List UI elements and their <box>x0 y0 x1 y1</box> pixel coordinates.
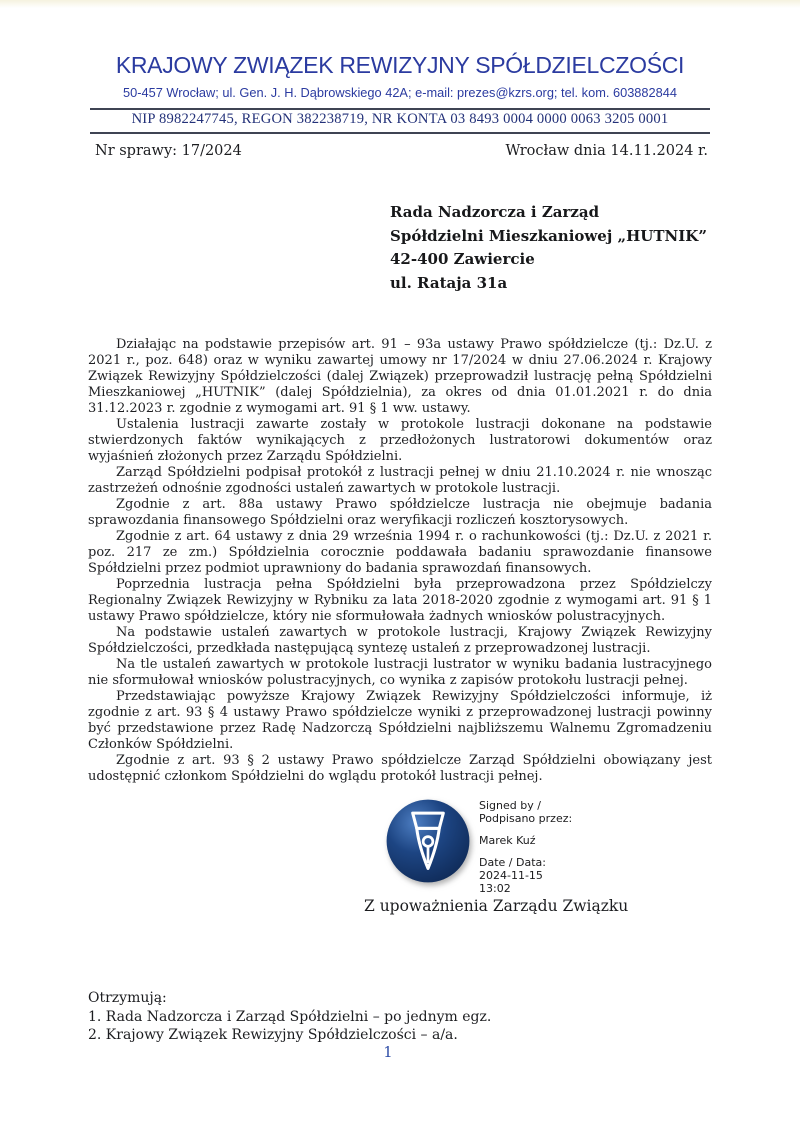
organization-name: KRAJOWY ZWIĄZEK REWIZYJNY SPÓŁDZIELCZOŚCI <box>115 52 685 78</box>
page-number: 1 <box>383 1045 393 1061</box>
body-paragraph: Zarząd Spółdzielni podpisał protokół z lustracji pełnej w dniu 21.10.2024 r. nie wnosząc zastrzeżeń odnośnie zgodności ustaleń zawartych w protokole lustracji. <box>88 465 712 496</box>
signature-time: 13:02 <box>479 882 511 895</box>
header-divider-bottom <box>90 132 710 134</box>
body-paragraph: Na tle ustaleń zawartych w protokole lustracji lustrator w wyniku badania lustracyjnego nie sformułował wniosków polustracyjnych, co wynika z zapisów protokołu lustracji pełnej. <box>88 657 712 688</box>
letter-body <box>88 337 712 785</box>
body-paragraph: Przedstawiając powyższe Krajowy Związek Rewizyjny Spółdzielczości informuje, iż zgodnie z art. 93 § 4 ustawy Prawo spółdzielcze wyniki z przeprowadzonej lustracji powinny być przedstawione przez Radę Nadzorczą Spółdzielni najbliższemu Walnemu Zgromadzeniu Członków Spółdzielni. <box>88 689 712 752</box>
spacer <box>479 847 572 856</box>
recipient-item: 1. Rada Nadzorcza i Zarząd Spółdzielni – po jednym egz. <box>88 1008 492 1025</box>
place-and-date: Wrocław dnia 14.11.2024 r. <box>505 143 708 159</box>
signer-name: Marek Kuź <box>479 834 536 847</box>
body-paragraph: Zgodnie z art. 93 § 2 ustawy Prawo spółdzielcze Zarząd Spółdzielni obowiązany jest udostępnić członkom Spółdzielni do wglądu protokół lustracji pełnej. <box>88 753 712 784</box>
body-paragraph: Zgodnie z art. 64 ustawy z dnia 29 września 1994 r. o rachunkowości (tj.: Dz.U. z 2021 r. poz. 217 ze zm.) Spółdzielnia corocznie poddawała badaniu sprawozdanie finansowe Spółdzielni przez podmiot uprawniony do badania sprawozdań finansowych. <box>88 529 712 576</box>
spacer <box>479 825 572 834</box>
recipient-item: 2. Krajowy Związek Rewizyjny Spółdzielczości – a/a. <box>88 1027 458 1043</box>
addressee-line: Spółdzielni Mieszkaniowej „HUTNIK” <box>390 226 707 245</box>
scan-artifact-top-edge <box>0 0 800 8</box>
signature-date: 2024-11-15 <box>479 869 543 882</box>
recipients-block <box>88 989 491 1045</box>
body-paragraph: Ustalenia lustracji zawarte zostały w protokole lustracji dokonane na podstawie stwierdzonych faktów wynikających z przedłożonych lustratorowi dokumentów oraz wyjaśnień złożonych przez Zarządu Spółdzielni. <box>88 417 712 464</box>
addressee-block <box>390 201 707 295</box>
body-paragraph: Działając na podstawie przepisów art. 91 – 93a ustawy Prawo spółdzielcze (tj.: Dz.U. z 2021 r., poz. 648) oraz w wyniku zawartej umowy nr 17/2024 w dniu 27.06.2024 r. Krajowy Związek Rewizyjny Spółdzielczości (dalej Związek) przeprowadził lustrację pełną Spółdzielni Mieszkaniowej „HUTNIK” (dalej Spółdzielnia), za okres od dnia 01.01.2021 r. do dnia 31.12.2023 r. zgodnie z wymogami art. 91 § 1 ww. ustawy. <box>88 337 712 416</box>
header-divider-top <box>90 108 710 110</box>
addressee-line: ul. Rataja 31a <box>390 273 508 292</box>
body-paragraph: Na podstawie ustaleń zawartych w protokole lustracji, Krajowy Związek Rewizyjny Spółdzielczości, przedkłada następującą syntezę ustaleń z przeprowadzonej lustracji. <box>88 625 712 656</box>
pen-nib-stamp-icon <box>383 796 473 886</box>
registry-numbers: NIP 8982247745, REGON 382238719, NR KONTA 03 8493 0004 0000 0063 3205 0001 <box>131 111 669 127</box>
case-number: Nr sprawy: 17/2024 <box>95 143 242 159</box>
body-paragraph: Zgodnie z art. 88a ustawy Prawo spółdzielcze lustracja nie obejmuje badania sprawozdania finansowego Spółdzielni oraz weryfikacji rozliczeń kosztorysowych. <box>88 497 712 528</box>
signed-by-label-en: Signed by / <box>479 799 541 812</box>
signature-details <box>479 799 572 895</box>
addressee-line: Rada Nadzorcza i Zarząd <box>390 203 600 221</box>
authorization-line: Z upoważnienia Zarządu Związku <box>364 897 629 915</box>
signed-by-label-pl: Podpisano przez: <box>479 812 573 825</box>
organization-address: 50-457 Wrocław; ul. Gen. J. H. Dąbrowskiego 42A; e-mail: prezes@kzrs.org; tel. kom. 603882844 <box>122 85 678 100</box>
addressee-line: 42-400 Zawiercie <box>390 250 535 268</box>
date-label: Date / Data: <box>479 856 546 869</box>
body-paragraph: Poprzednia lustracja pełna Spółdzielni była przeprowadzona przez Spółdzielczy Regionalny Związek Rewizyjny w Rybniku za lata 2018-2020 zgodnie z wymogami art. 91 § 1 ustawy Prawo spółdzielcze, który nie sformułowała żadnych wniosków polustracyjnych. <box>88 577 712 624</box>
recipients-label: Otrzymują: <box>88 990 167 1006</box>
